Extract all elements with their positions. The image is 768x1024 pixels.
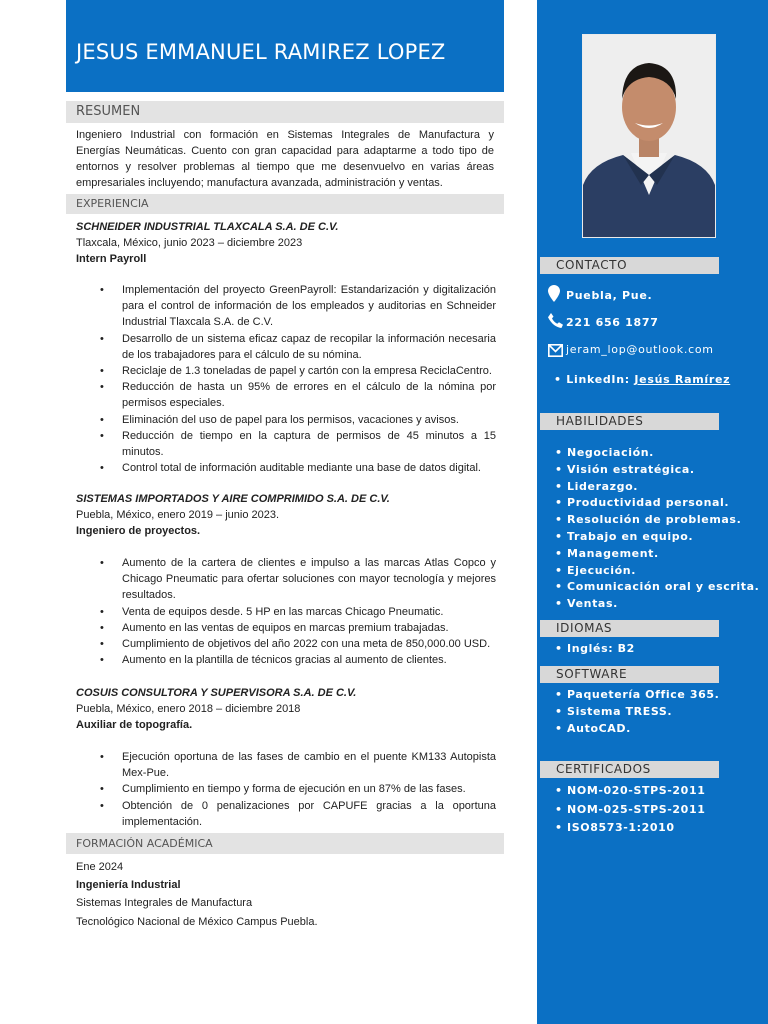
- job-location-dates: Tlaxcala, México, junio 2023 – diciembre 2023: [76, 237, 303, 249]
- job-role: Ingeniero de proyectos.: [76, 525, 201, 537]
- list-item: • Eliminación del uso de papel para los permisos, vacaciones y avisos.: [100, 413, 459, 426]
- skills-list: [555, 445, 759, 613]
- job-company: COSUIS CONSULTORA Y SUPERVISORA S.A. DE C.V.: [76, 687, 357, 699]
- resumen-line: Ingeniero Industrial con formación en Sistemas Integrales de Manufactura y: [76, 129, 494, 141]
- section-heading-software: SOFTWARE: [540, 666, 719, 683]
- list-item: • AutoCAD.: [555, 722, 631, 735]
- person-portrait-icon: [583, 35, 715, 237]
- list-item: • Negociación.: [555, 446, 654, 459]
- education-date: Ene 2024: [76, 861, 124, 873]
- section-heading-certificados: CERTIFICADOS: [540, 761, 719, 778]
- list-item: • Visión estratégica.: [555, 462, 695, 476]
- resumen-line: entornos y resolver problemas al tiempo que me desenvuelvo en varias áreas: [76, 161, 494, 173]
- list-item: • Reducción de hasta un 95% de errores en el cálculo de la nómina por permisos especiales.: [100, 381, 496, 410]
- email-icon: [548, 344, 563, 357]
- section-heading-habilidades: HABILIDADES: [540, 413, 719, 430]
- name-header: [66, 0, 504, 92]
- job-role: Auxiliar de topografía.: [76, 719, 193, 731]
- list-item: • Reciclaje de 1.3 toneladas de papel y cartón con la empresa ReciclaCentro.: [100, 365, 492, 378]
- list-item: • Obtención de 0 penalizaciones por CAPUFE gracias a la oportuna implementación.: [100, 799, 496, 828]
- list-item: • Comunicación oral y escrita.: [555, 580, 760, 594]
- list-item: • Cumplimiento en tiempo y forma de ejecución en un 87% de las fases.: [100, 783, 466, 796]
- resumen-text: [76, 127, 494, 191]
- job-company: SCHNEIDER INDUSTRIAL TLAXCALA S.A. DE C.V.: [76, 221, 339, 233]
- list-item: • Desarrollo de un sistema eficaz capaz de recopilar la información necesaria de los trabajadores para el cálculo de su nómina.: [100, 332, 496, 361]
- list-item: • Liderazgo.: [555, 479, 639, 493]
- map-pin-icon: [548, 285, 560, 302]
- job-bullets: [76, 555, 496, 668]
- list-item: • Ejecución.: [555, 563, 637, 577]
- list-item: • Control total de información auditable mediante una base de datos digital.: [100, 462, 481, 475]
- job-role: Intern Payroll: [76, 253, 147, 265]
- job-company: SISTEMAS IMPORTADOS Y AIRE COMPRIMIDO S.A. DE C.V.: [76, 493, 390, 505]
- list-item: • Aumento en la plantilla de técnicos gracias al aumento de clientes.: [100, 654, 447, 667]
- section-heading-idiomas: IDIOMAS: [540, 620, 719, 637]
- list-item: • Sistema TRESS.: [555, 705, 673, 718]
- contact-location: Puebla, Pue.: [566, 289, 653, 302]
- section-heading-resumen: RESUMEN: [66, 101, 504, 123]
- linkedin-link[interactable]: Jesús Ramírez: [634, 373, 731, 386]
- list-item: • Aumento en las ventas de equipos en marcas premium trabajadas.: [100, 621, 449, 634]
- list-item: • NOM-025-STPS-2011: [555, 802, 706, 816]
- job-location-dates: Puebla, México, enero 2019 – junio 2023.: [76, 509, 280, 521]
- contact-linkedin: [554, 373, 730, 386]
- list-item: • NOM-020-STPS-2011: [555, 784, 706, 797]
- languages-list: [555, 641, 635, 657]
- job-bullets: [76, 749, 496, 830]
- list-item: • Management.: [555, 546, 659, 560]
- profile-photo: [582, 34, 716, 238]
- section-heading-contacto: CONTACTO: [540, 257, 719, 274]
- list-item: • Productividad personal.: [555, 496, 730, 510]
- list-item: • Trabajo en equipo.: [555, 529, 694, 543]
- education-degree: Ingeniería Industrial: [76, 879, 181, 891]
- resumen-line: empresariales incluyendo; manufactura avanzada, administración y ventas.: [76, 177, 443, 189]
- software-list: [555, 686, 719, 737]
- list-item: • Ejecución oportuna de las fases de cambio en el puente KM133 Autopista Mex-Pue.: [100, 751, 496, 780]
- job-bullets: [76, 282, 496, 476]
- list-item: • Inglés: B2: [555, 642, 635, 655]
- section-heading-formacion: FORMACIÓN ACADÉMICA: [66, 833, 504, 854]
- contact-phone[interactable]: 221 656 1877: [566, 316, 659, 329]
- list-item: • Venta de equipos desde. 5 HP en las marcas Chicago Pneumatic.: [100, 605, 444, 618]
- list-item: • Reducción de tiempo en la captura de permisos de 45 minutos a 15 minutos.: [100, 429, 496, 459]
- linkedin-label: • LinkedIn:: [554, 373, 635, 386]
- section-heading-experiencia: EXPERIENCIA: [66, 194, 504, 214]
- phone-icon: [548, 313, 563, 328]
- contact-email[interactable]: jeram_lop@outlook.com: [566, 343, 714, 356]
- list-item: • Cumplimiento de objetivos del año 2022 con una meta de 850,000.00 USD.: [100, 638, 491, 651]
- job-location-dates: Puebla, México, enero 2018 – diciembre 2018: [76, 703, 301, 715]
- certificates-list: [555, 782, 705, 838]
- list-item: • Aumento de la cartera de clientes e impulso a las marcas Atlas Copco y Chicago Pneumatic para ofertar soluciones con mayor tecnología y mejores resultados.: [100, 557, 496, 602]
- resumen-line: Energías Neumáticas. Cuento con gran capacidad para adaptarme a todo tipo de: [76, 145, 494, 157]
- candidate-name: JESUS EMMANUEL RAMIREZ LOPEZ: [76, 40, 446, 64]
- list-item: • ISO8573-1:2010: [555, 821, 675, 834]
- list-item: • Ventas.: [555, 597, 618, 611]
- education-specialty: Sistemas Integrales de Manufactura: [76, 897, 253, 909]
- education-school: Tecnológico Nacional de México Campus Puebla.: [76, 916, 318, 928]
- list-item: • Paquetería Office 365.: [555, 688, 720, 701]
- list-item: • Implementación del proyecto GreenPayroll: Estandarización y digitalización para el control de información de los empleados y auditorias en Schneider Industrial Tlaxcala S.A. de C.V.: [100, 284, 496, 329]
- list-item: • Resolución de problemas.: [555, 513, 742, 527]
